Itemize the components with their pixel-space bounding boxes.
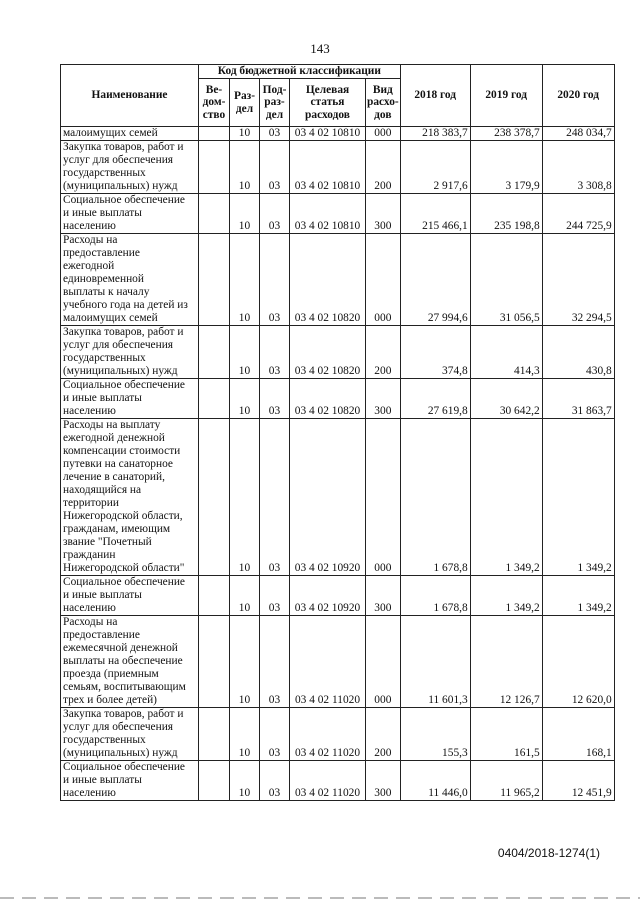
row-podrazdel: 03 — [260, 708, 290, 761]
header-celevaya-statya: Целевая статья расходов — [290, 79, 366, 127]
page-number: 143 — [310, 41, 330, 56]
row-podrazdel: 03 — [260, 141, 290, 194]
table-row — [61, 127, 615, 141]
row-name: Социальное обеспечение и иные выплаты населению — [61, 576, 199, 616]
table-row — [61, 234, 615, 326]
row-vid-rashodov: 300 — [366, 194, 401, 234]
row-value-2020: 430,8 — [542, 326, 614, 379]
row-value-2020: 1 349,2 — [542, 419, 614, 576]
row-celevaya-statya: 03 4 02 10920 — [290, 576, 366, 616]
row-value-2020: 32 294,5 — [542, 234, 614, 326]
row-value-2020: 12 451,9 — [542, 761, 614, 801]
row-razdel: 10 — [230, 127, 260, 141]
row-celevaya-statya: 03 4 02 10810 — [290, 141, 366, 194]
row-value-2018: 11 601,3 — [400, 616, 470, 708]
row-vedomstvo — [199, 708, 230, 761]
row-vid-rashodov: 000 — [366, 127, 401, 141]
row-vedomstvo — [199, 141, 230, 194]
row-razdel: 10 — [230, 616, 260, 708]
row-podrazdel: 03 — [260, 419, 290, 576]
row-vedomstvo — [199, 576, 230, 616]
row-celevaya-statya: 03 4 02 11020 — [290, 708, 366, 761]
row-value-2019: 12 126,7 — [470, 616, 542, 708]
row-podrazdel: 03 — [260, 576, 290, 616]
row-value-2020: 168,1 — [542, 708, 614, 761]
row-vid-rashodov: 300 — [366, 379, 401, 419]
row-value-2019: 1 349,2 — [470, 419, 542, 576]
row-vedomstvo — [199, 127, 230, 141]
row-podrazdel: 03 — [260, 127, 290, 141]
row-vedomstvo — [199, 234, 230, 326]
row-celevaya-statya: 03 4 02 11020 — [290, 761, 366, 801]
row-name: Расходы на предоставление ежегодной единовременной выплаты к началу учебного года на детей из малоимущих семей — [61, 234, 199, 326]
row-vedomstvo — [199, 616, 230, 708]
table-header — [61, 65, 615, 127]
row-value-2019: 414,3 — [470, 326, 542, 379]
row-name: Закупка товаров, работ и услуг для обеспечения государственных (муниципальных) нужд — [61, 326, 199, 379]
row-value-2019: 31 056,5 — [470, 234, 542, 326]
row-vid-rashodov: 300 — [366, 761, 401, 801]
document-code: 0404/2018-1274(1) — [497, 846, 600, 860]
header-vid-rashodov: Вид расхо- дов — [366, 79, 401, 127]
row-value-2018: 27 619,8 — [400, 379, 470, 419]
row-podrazdel: 03 — [260, 761, 290, 801]
row-value-2019: 3 179,9 — [470, 141, 542, 194]
row-value-2020: 12 620,0 — [542, 616, 614, 708]
row-vid-rashodov: 200 — [366, 326, 401, 379]
row-celevaya-statya: 03 4 02 10920 — [290, 419, 366, 576]
row-value-2020: 244 725,9 — [542, 194, 614, 234]
row-celevaya-statya: 03 4 02 11020 — [290, 616, 366, 708]
row-vid-rashodov: 000 — [366, 616, 401, 708]
row-podrazdel: 03 — [260, 194, 290, 234]
table-row — [61, 616, 615, 708]
row-razdel: 10 — [230, 234, 260, 326]
row-name: Социальное обеспечение и иные выплаты населению — [61, 379, 199, 419]
row-name: Социальное обеспечение и иные выплаты населению — [61, 761, 199, 801]
row-name: Расходы на выплату ежегодной денежной компенсации стоимости путевки на санаторное лечение в санаторий, находящийся на территории Нижегородской области, гражданам, имеющим звание "Почетный гражданин Нижегородской области" — [61, 419, 199, 576]
row-vid-rashodov: 000 — [366, 419, 401, 576]
row-value-2020: 1 349,2 — [542, 576, 614, 616]
row-podrazdel: 03 — [260, 616, 290, 708]
row-razdel: 10 — [230, 576, 260, 616]
row-razdel: 10 — [230, 141, 260, 194]
row-value-2018: 215 466,1 — [400, 194, 470, 234]
header-2020: 2020 год — [542, 65, 614, 127]
row-razdel: 10 — [230, 708, 260, 761]
row-value-2019: 161,5 — [470, 708, 542, 761]
row-vedomstvo — [199, 379, 230, 419]
row-value-2019: 30 642,2 — [470, 379, 542, 419]
row-name: Закупка товаров, работ и услуг для обеспечения государственных (муниципальных) нужд — [61, 141, 199, 194]
row-vid-rashodov: 200 — [366, 708, 401, 761]
table-row — [61, 419, 615, 576]
row-value-2020: 248 034,7 — [542, 127, 614, 141]
row-name: Расходы на предоставление ежемесячной денежной выплаты на обеспечение проезда (приемным семьям, воспитывающим трех и более детей) — [61, 616, 199, 708]
row-vedomstvo — [199, 194, 230, 234]
row-value-2018: 11 446,0 — [400, 761, 470, 801]
table-row — [61, 326, 615, 379]
row-value-2020: 31 863,7 — [542, 379, 614, 419]
row-podrazdel: 03 — [260, 234, 290, 326]
row-value-2019: 1 349,2 — [470, 576, 542, 616]
row-celevaya-statya: 03 4 02 10820 — [290, 234, 366, 326]
row-razdel: 10 — [230, 194, 260, 234]
row-podrazdel: 03 — [260, 379, 290, 419]
row-vedomstvo — [199, 326, 230, 379]
row-value-2018: 155,3 — [400, 708, 470, 761]
row-name: малоимущих семей — [61, 127, 199, 141]
row-value-2018: 374,8 — [400, 326, 470, 379]
header-razdel: Раз- дел — [230, 79, 260, 127]
row-value-2018: 218 383,7 — [400, 127, 470, 141]
row-celevaya-statya: 03 4 02 10810 — [290, 194, 366, 234]
row-vedomstvo — [199, 761, 230, 801]
row-value-2019: 238 378,7 — [470, 127, 542, 141]
row-value-2018: 1 678,8 — [400, 419, 470, 576]
row-vid-rashodov: 200 — [366, 141, 401, 194]
row-vedomstvo — [199, 419, 230, 576]
row-value-2018: 1 678,8 — [400, 576, 470, 616]
row-name: Социальное обеспечение и иные выплаты населению — [61, 194, 199, 234]
row-value-2018: 27 994,6 — [400, 234, 470, 326]
row-value-2018: 2 917,6 — [400, 141, 470, 194]
row-vid-rashodov: 300 — [366, 576, 401, 616]
row-name: Закупка товаров, работ и услуг для обеспечения государственных (муниципальных) нужд — [61, 708, 199, 761]
row-podrazdel: 03 — [260, 326, 290, 379]
header-classification: Код бюджетной классификации — [199, 65, 401, 79]
header-2019: 2019 год — [470, 65, 542, 127]
table-row — [61, 141, 615, 194]
header-2018: 2018 год — [400, 65, 470, 127]
table-row — [61, 379, 615, 419]
row-razdel: 10 — [230, 419, 260, 576]
row-razdel: 10 — [230, 379, 260, 419]
header-vedomstvo: Ве- дом- ство — [199, 79, 230, 127]
row-vid-rashodov: 000 — [366, 234, 401, 326]
table-body — [61, 127, 615, 801]
table-row — [61, 708, 615, 761]
row-razdel: 10 — [230, 326, 260, 379]
row-value-2019: 235 198,8 — [470, 194, 542, 234]
header-podrazdel: Под- раз- дел — [260, 79, 290, 127]
row-razdel: 10 — [230, 761, 260, 801]
row-value-2019: 11 965,2 — [470, 761, 542, 801]
row-value-2020: 3 308,8 — [542, 141, 614, 194]
table-row — [61, 194, 615, 234]
table-row — [61, 576, 615, 616]
scan-artifact-line — [0, 897, 640, 899]
header-name: Наименование — [61, 65, 199, 127]
row-celevaya-statya: 03 4 02 10820 — [290, 326, 366, 379]
row-celevaya-statya: 03 4 02 10810 — [290, 127, 366, 141]
row-celevaya-statya: 03 4 02 10820 — [290, 379, 366, 419]
budget-table — [60, 64, 615, 801]
table-row — [61, 761, 615, 801]
